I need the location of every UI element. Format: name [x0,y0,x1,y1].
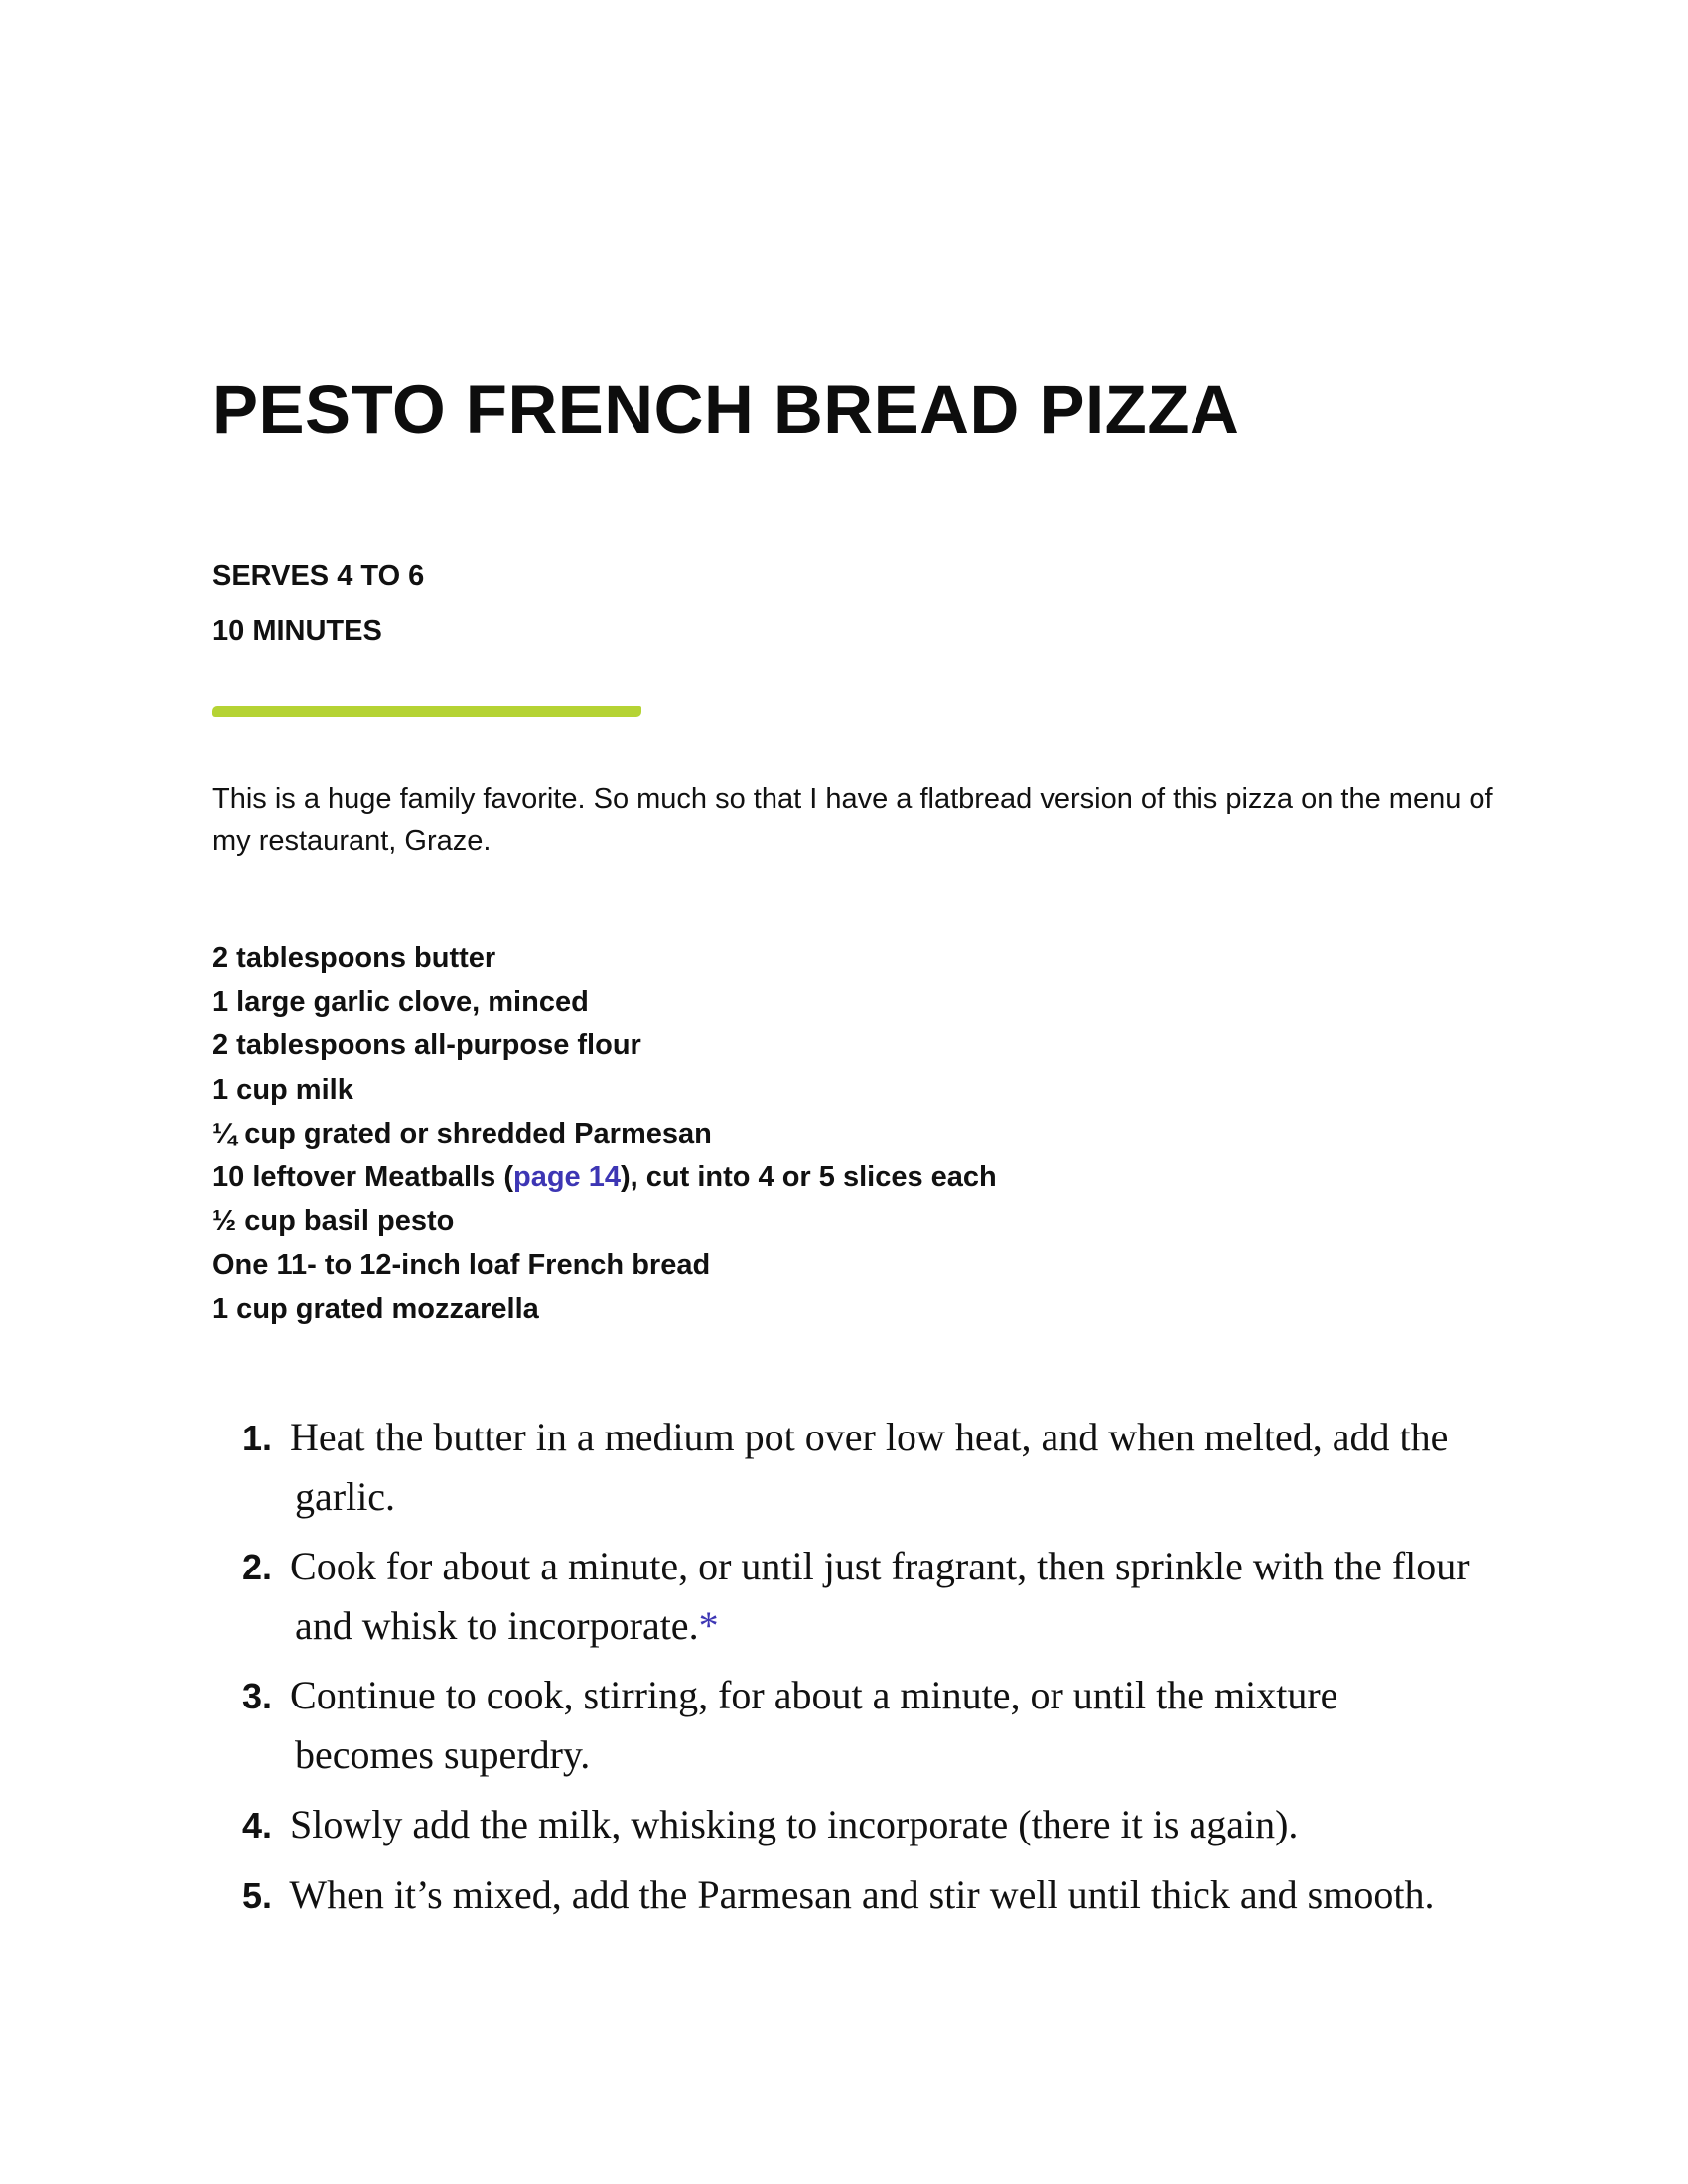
step-text: When it’s mixed, add the Parmesan and stir well until thick and smooth. [289,1872,1435,1917]
step-number: 1. [242,1418,273,1458]
instruction-step [242,1795,1483,1854]
ingredient-item: 2 tablespoons all-purpose flour [212,1029,641,1062]
ingredient-item: One 11- to 12-inch loaf French bread [212,1249,711,1282]
ingredient-text: 10 leftover Meatballs ( [212,1160,513,1193]
step-text: Heat the butter in a medium pot over low heat, and when melted, add the garlic. [290,1415,1449,1519]
step-text: Continue to cook, stirring, for about a minute, or until the mixture becomes superdry. [290,1673,1338,1777]
ingredient-item: ½ cup basil pesto [212,1205,455,1238]
ingredient-item: ¼ cup grated or shredded Parmesan [212,1117,712,1150]
step-number: 4. [242,1805,273,1845]
instruction-step [242,1865,1483,1925]
ingredient-item: 1 cup grated mozzarella [212,1293,539,1325]
meatballs-page-link[interactable]: page 14 [513,1160,621,1193]
cook-time-label: 10 MINUTES [212,615,382,647]
footnote-marker[interactable]: * [698,1603,719,1648]
instruction-step [242,1537,1483,1655]
step-text: Slowly add the milk, whisking to incorporate (there it is again). [290,1802,1299,1846]
step-number: 5. [242,1875,273,1916]
instruction-step [242,1408,1483,1526]
step-number: 3. [242,1676,273,1716]
instruction-step [242,1666,1483,1784]
instruction-list [242,1408,1483,1936]
servings-label: SERVES 4 TO 6 [212,560,425,592]
accent-divider [212,706,641,717]
recipe-intro: This is a huge family favorite. So much so that I have a flatbread version of this pizza on the menu of my restaurant, Graze. [212,783,1493,857]
ingredient-list [212,936,997,1331]
ingredient-item: 1 cup milk [212,1073,353,1106]
recipe-title: PESTO FRENCH BREAD PIZZA [212,371,1240,448]
ingredient-item: 1 large garlic clove, minced [212,986,589,1019]
step-number: 2. [242,1547,273,1587]
ingredient-item: 2 tablespoons butter [212,942,496,974]
ingredient-item [212,1156,997,1199]
ingredient-text: ), cut into 4 or 5 slices each [621,1160,997,1193]
step-text: Cook for about a minute, or until just fragrant, then sprinkle with the flour and whisk to incorporate. [290,1544,1470,1648]
